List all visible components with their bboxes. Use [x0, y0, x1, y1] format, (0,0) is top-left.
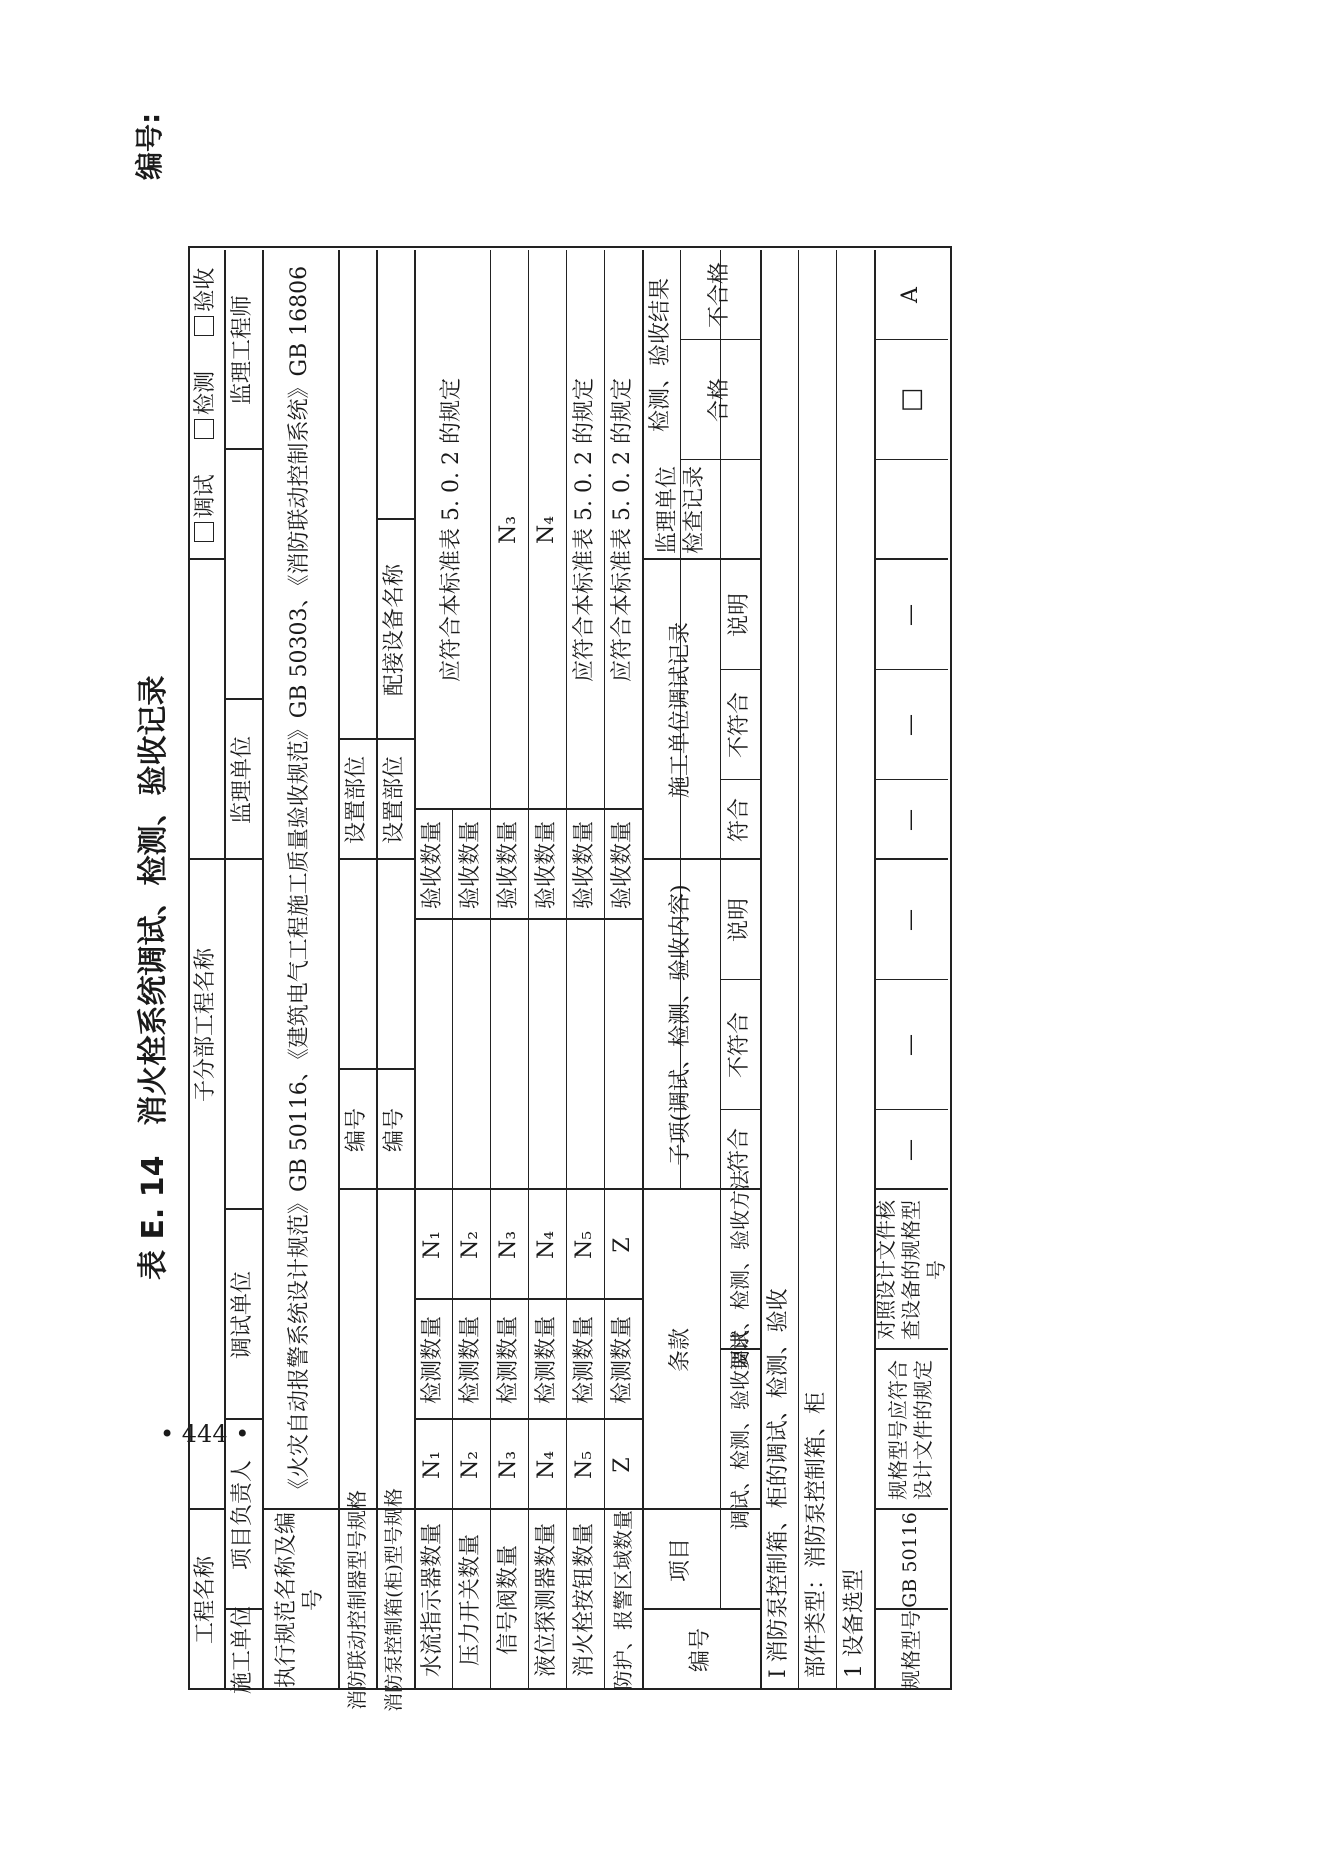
qty-name: 压力开关数量: [458, 1534, 484, 1667]
qty-name: 液位探测器数量: [534, 1523, 560, 1678]
s-nonconform-header: 不符合: [727, 692, 753, 759]
qty-n: N₁: [420, 1450, 446, 1480]
s-note-header: 说明: [727, 593, 753, 638]
page-number: • 444 •: [160, 1420, 250, 1448]
section-title: Ⅰ 消防泵控制箱、柜的调试、检测、验收: [766, 1288, 792, 1678]
item-method: 对照设计文件核查设备的规格型号: [873, 1200, 948, 1340]
pump-number-label: 编号: [382, 1108, 408, 1153]
tiaoshi-label: 调试: [193, 474, 219, 519]
pump-controller-value[interactable]: [376, 1190, 414, 1510]
qty-detect-n: N₅: [572, 1230, 598, 1260]
tiaoshi-checkbox[interactable]: [192, 474, 220, 542]
method-header: 调试、检测、验收方法: [727, 1170, 752, 1370]
qty-name: 防护、报警区域数量: [610, 1510, 635, 1690]
qty-accept-label: 验收数量: [534, 821, 560, 910]
supervision-engineer-label: 监理工程师: [230, 295, 256, 406]
connected-device-label: 配接设备名称: [382, 564, 408, 697]
qty-n: N₄: [534, 1450, 560, 1480]
item-clause: GB 50116: [899, 1512, 922, 1608]
fail-header: 不合格: [707, 262, 733, 329]
item-requirement: 规格型号应符合设计文件的规定: [886, 1360, 935, 1500]
c-note-value[interactable]: —: [898, 909, 924, 931]
jiance-checkbox[interactable]: [192, 371, 220, 439]
fail-value[interactable]: A: [898, 287, 924, 303]
serial-header: 编号: [688, 1628, 714, 1673]
qty-note: 应符合本标准表 5. 0. 2 的规定: [572, 378, 598, 682]
qty-accept-n: N₃: [496, 515, 522, 545]
item-header: 项目: [668, 1538, 694, 1583]
qty-name: 消火栓按钮数量: [572, 1523, 598, 1678]
check-group: [188, 250, 224, 560]
project-name-value[interactable]: [188, 1190, 224, 1510]
s-nonconform-value[interactable]: —: [898, 714, 924, 736]
linkage-number-label: 编号: [344, 1108, 370, 1153]
project-name-label: 工程名称: [193, 1556, 219, 1645]
qty-detect-label: 检测数量: [420, 1316, 446, 1405]
s-note-value[interactable]: —: [898, 604, 924, 626]
qty-detect-n: N₂: [458, 1230, 484, 1260]
merged-note-rows-1-2: 应符合本标准表 5. 0. 2 的规定: [439, 378, 465, 682]
qty-n: N₂: [458, 1450, 484, 1480]
s-conform-value[interactable]: —: [898, 809, 924, 831]
qty-detect-label: 检测数量: [534, 1316, 560, 1405]
qty-detect-label: 检测数量: [610, 1316, 636, 1405]
clause-header: 条款: [668, 1328, 694, 1373]
qty-note: 应符合本标准表 5. 0. 2 的规定: [610, 378, 636, 682]
debug-unit-label: 调试单位: [230, 1271, 256, 1360]
qty-accept-label: 验收数量: [496, 821, 522, 910]
qty-n: N₃: [496, 1450, 522, 1480]
qty-detect-n: N₃: [496, 1230, 522, 1260]
qty-accept-n: N₄: [534, 515, 560, 545]
qty-detect-n: Z: [610, 1237, 636, 1253]
pump-location-label: 设置部位: [382, 756, 408, 845]
item-name: 规格型号: [898, 1610, 923, 1690]
linkage-controller-label: 消防联动控制器型号规格: [344, 1490, 369, 1710]
sub-section-title: 1 设备选型: [842, 1569, 868, 1678]
serial-label: 编号:: [133, 112, 166, 180]
qty-detect-label: 检测数量: [458, 1316, 484, 1405]
qty-accept-label: 验收数量: [420, 821, 446, 910]
pass-checkbox[interactable]: □: [895, 387, 926, 413]
qty-accept-label: 验收数量: [458, 821, 484, 910]
qty-name: 水流指示器数量: [420, 1523, 446, 1678]
qty-accept-label: 验收数量: [610, 821, 636, 910]
s-conform-header: 符合: [727, 798, 753, 843]
sub-project-name-label: 子分部工程名称: [193, 948, 219, 1103]
c-conform-value[interactable]: —: [898, 1139, 924, 1161]
checkbox-icon: [194, 316, 214, 336]
project-leader-label: 项目负责人: [230, 1460, 256, 1571]
linkage-location-label: 设置部位: [344, 756, 370, 845]
supervision-record-header: 监理单位检查记录: [654, 466, 707, 555]
pass-header: 合格: [707, 378, 733, 423]
table-title: 表 E. 14 消火栓系统调试、检测、验收记录: [136, 675, 171, 1280]
requirement-header: 调试、检测、验收要求: [727, 1330, 752, 1530]
checkbox-icon: [194, 419, 214, 439]
result-header: 检测、验收结果: [648, 278, 674, 433]
c-note-header: 说明: [727, 898, 753, 943]
construction-record-header: 施工单位调试记录: [668, 622, 694, 799]
yanshou-label: 验收: [193, 267, 219, 312]
qty-name: 信号阀数量: [496, 1545, 522, 1656]
rotated-form-sheet: [60, 40, 1210, 1740]
pump-controller-label: 消防泵控制箱(柜)型号规格: [383, 1488, 406, 1712]
qty-detect-label: 检测数量: [496, 1316, 522, 1405]
qty-detect-n: N₄: [534, 1230, 560, 1260]
yanshou-checkbox[interactable]: [192, 268, 220, 336]
qty-detect-n: N₁: [420, 1230, 446, 1260]
qty-detect-label: 检测数量: [572, 1316, 598, 1405]
component-type: 部件类型：消防泵控制箱、柜: [804, 1391, 830, 1678]
qty-accept-label: 验收数量: [572, 821, 598, 910]
jiance-label: 检测: [193, 371, 219, 416]
c-conform-header: 符合: [727, 1128, 753, 1173]
sub-item-header: 子项(调试、检测、验收内容): [668, 884, 694, 1166]
c-nonconform-value[interactable]: —: [898, 1034, 924, 1056]
c-nonconform-header: 不符合: [727, 1012, 753, 1079]
standard-text: 《火灾自动报警系统设计规范》GB 50116、《建筑电气工程施工质量验收规范》GB 50303、《消防联动控制系统》GB 16806: [287, 265, 313, 1500]
checkbox-icon: [194, 522, 214, 542]
standard-label: 执行规范名称及编号: [273, 1512, 326, 1689]
qty-n: N₅: [572, 1450, 598, 1480]
qty-n: Z: [610, 1457, 636, 1473]
construction-unit-label: 施工单位: [230, 1605, 256, 1694]
linkage-controller-value[interactable]: [338, 1190, 376, 1510]
supervision-unit-label: 监理单位: [230, 736, 256, 825]
